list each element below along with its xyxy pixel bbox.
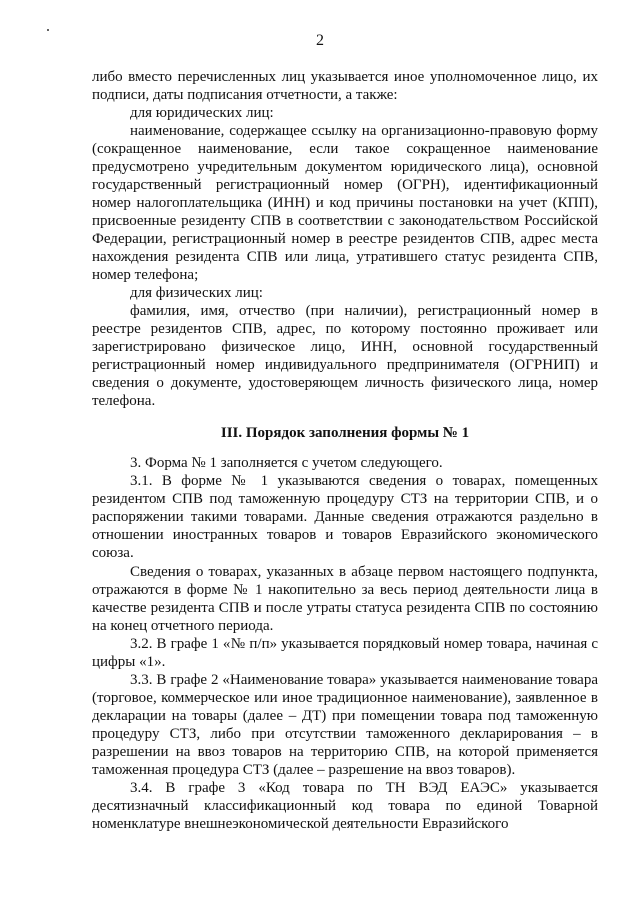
paragraph-3-3: 3.3. В графе 2 «Наименование товара» указывается наименование товара (торговое, коммерческое или иное традиционное наименование), заявленное в декларации на товары (далее – ДТ) при помещении товара под таможенную процедуру СТЗ, либо при отсутствии таможенного декларирования – в разрешении на ввоз товаров на территорию СПВ, на которой применяется таможенная процедура СТЗ (далее – разрешение на ввоз товаров). — [92, 672, 598, 778]
paragraph-individuals-label: для физических лиц: — [130, 285, 263, 301]
document-body — [92, 68, 598, 833]
page-number: 2 — [316, 32, 324, 49]
paragraph-legal-entities-details: наименование, содержащее ссылку на организационно-правовую форму (сокращенное наименование, если такое сокращенное наименование предусмотрено учредительным документом юридического лица), основной государственный регистрационный номер (ОГРН), идентификационный номер налогоплательщика (ИНН) и код причины постановки на учет (КПП), присвоенные резиденту СПВ в соответствии с законодательством Российской Федерации, регистрационный номер в реестре резидентов СПВ, адрес места нахождения резидента СПВ или лица, утратившего статус резидента СПВ, номер телефона; — [92, 123, 598, 283]
paragraph-3-4: 3.4. В графе 3 «Код товара по ТН ВЭД ЕАЭС» указывается десятизначный классификационный код товара по единой Товарной номенклатуре внешнеэкономической деятельности Евразийского — [92, 780, 598, 832]
paragraph-3: 3. Форма № 1 заполняется с учетом следующего. — [130, 455, 443, 471]
paragraph-3-1-second: Сведения о товарах, указанных в абзаце первом настоящего подпункта, отражаются в форме № 1 накопительно за весь период деятельности лица в качестве резидента СПВ и после утраты статуса резидента СПВ по состоянию на конец отчетного периода. — [92, 564, 598, 634]
paragraph-continuation: либо вместо перечисленных лиц указывается иное уполномоченное лицо, их подписи, даты подписания отчетности, а также: — [92, 69, 598, 103]
paragraph-3-1: 3.1. В форме № 1 указываются сведения о товарах, помещенных резидентом СПВ под таможенную процедуру СТЗ на территории СПВ, и о распоряжении такими товарами. Данные сведения отражаются раздельно в отношении иностранных товаров и товаров Евразийского экономического союза. — [92, 473, 598, 561]
section-heading: III. Порядок заполнения формы № 1 — [220, 425, 470, 441]
paragraph-3-2: 3.2. В графе 1 «№ п/п» указывается порядковый номер товара, начиная с цифры «1». — [92, 636, 598, 670]
paragraph-legal-entities-label: для юридических лиц: — [130, 105, 274, 121]
paragraph-individuals-details: фамилия, имя, отчество (при наличии), регистрационный номер в реестре резидентов СПВ, адрес, по которому постоянно проживает или зарегистрировано физическое лицо, ИНН, основной государственный регистрационный номер индивидуального предпринимателя (ОГРНИП) и сведения о документе, удостоверяющем личность физического лица, номер телефона. — [92, 303, 598, 409]
